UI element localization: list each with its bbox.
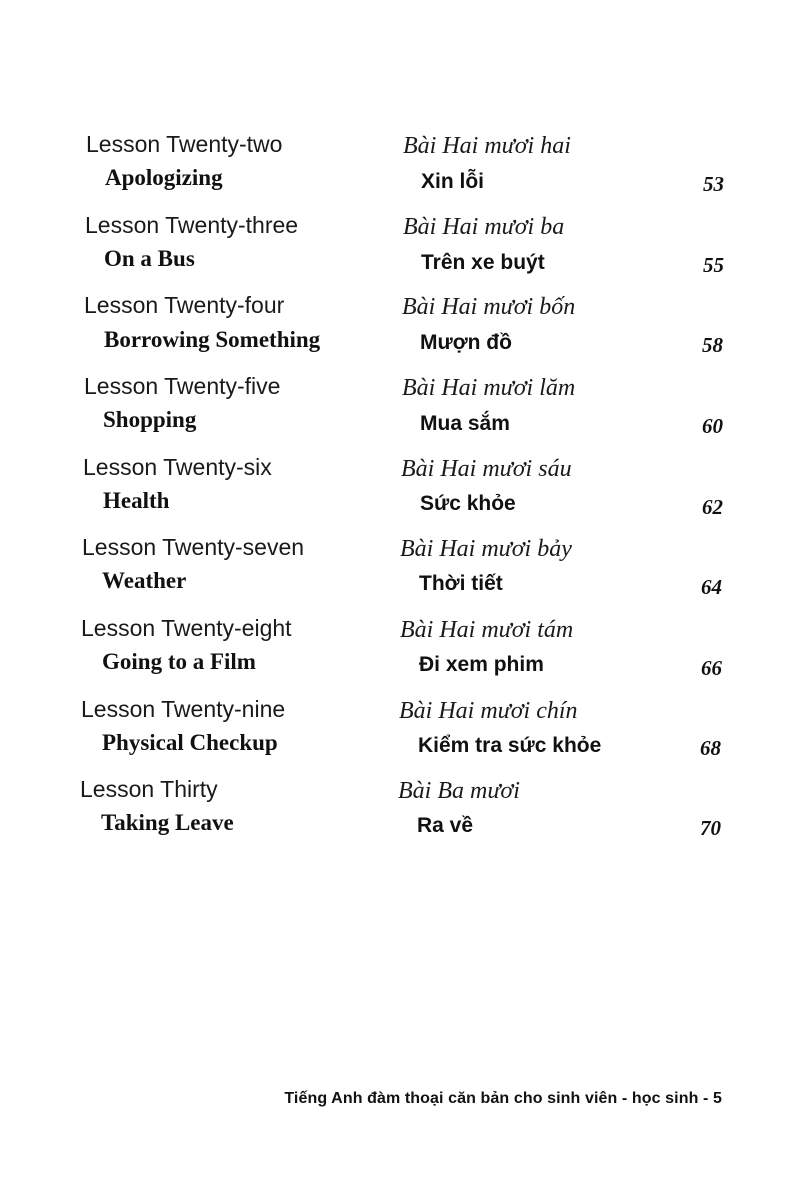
lesson-title-vi: Xin lỗi — [421, 170, 484, 193]
lesson-label-vi: Bài Hai mươi ba — [403, 214, 565, 240]
lesson-label-en: Lesson Thirty — [80, 776, 218, 802]
lesson-title-vi: Mua sắm — [420, 412, 510, 435]
toc-entry — [0, 128, 800, 208]
lesson-label-vi: Bài Hai mươi tám — [400, 617, 574, 643]
lesson-title-en: On a Bus — [104, 246, 195, 271]
lesson-label-vi: Bài Hai mươi hai — [403, 133, 571, 159]
lesson-label-en: Lesson Twenty-eight — [81, 615, 292, 641]
lesson-label-en: Lesson Twenty-four — [84, 292, 285, 318]
lesson-label-vi: Bài Hai mươi bốn — [402, 294, 576, 320]
toc-entry — [0, 290, 800, 370]
lesson-label-vi: Bài Hai mươi bảy — [400, 536, 572, 562]
lesson-title-en: Apologizing — [105, 165, 223, 190]
lesson-title-en: Going to a Film — [102, 649, 256, 674]
page-number: 53 — [703, 172, 724, 196]
lesson-title-vi: Kiểm tra sức khỏe — [418, 734, 602, 757]
lesson-title-en: Physical Checkup — [102, 730, 278, 755]
toc-entry — [0, 693, 800, 773]
page-number: 58 — [702, 333, 723, 357]
lesson-title-en: Health — [103, 488, 170, 513]
toc-entry — [0, 773, 800, 853]
page-number: 60 — [702, 414, 723, 438]
page-number: 64 — [701, 575, 722, 599]
page-number: 68 — [700, 736, 721, 760]
lesson-label-en: Lesson Twenty-three — [85, 212, 299, 238]
lesson-title-vi: Trên xe buýt — [421, 251, 545, 274]
page-number: 70 — [700, 816, 721, 840]
lesson-title-en: Shopping — [103, 407, 197, 432]
lesson-label-vi: Bài Hai mươi lăm — [402, 375, 576, 401]
lesson-title-vi: Mượn đồ — [420, 331, 512, 354]
lesson-label-vi: Bài Ba mươi — [398, 778, 520, 804]
lesson-label-en: Lesson Twenty-five — [84, 373, 281, 399]
lesson-label-en: Lesson Twenty-nine — [81, 696, 286, 722]
running-footer: Tiếng Anh đàm thoại căn bản cho sinh viên - học sinh - 5 — [284, 1090, 722, 1107]
toc-entry — [0, 209, 800, 289]
lesson-title-en: Taking Leave — [101, 810, 234, 835]
toc-entry — [0, 531, 800, 611]
lesson-label-vi: Bài Hai mươi sáu — [401, 456, 572, 482]
lesson-title-en: Borrowing Something — [104, 327, 321, 352]
lesson-title-vi: Đi xem phim — [419, 653, 544, 676]
toc-entry — [0, 370, 800, 450]
lesson-label-en: Lesson Twenty-six — [83, 454, 272, 480]
lesson-title-vi: Sức khỏe — [420, 492, 516, 515]
page-number: 66 — [701, 656, 722, 680]
lesson-label-en: Lesson Twenty-seven — [82, 534, 305, 560]
lesson-label-en: Lesson Twenty-two — [86, 131, 283, 157]
lesson-title-en: Weather — [102, 568, 187, 593]
page-number: 62 — [702, 495, 723, 519]
toc-entry — [0, 612, 800, 692]
lesson-label-vi: Bài Hai mươi chín — [399, 698, 578, 724]
lesson-title-vi: Ra về — [417, 814, 474, 837]
page-number: 55 — [703, 253, 724, 277]
toc-entry — [0, 451, 800, 531]
lesson-title-vi: Thời tiết — [419, 572, 503, 595]
